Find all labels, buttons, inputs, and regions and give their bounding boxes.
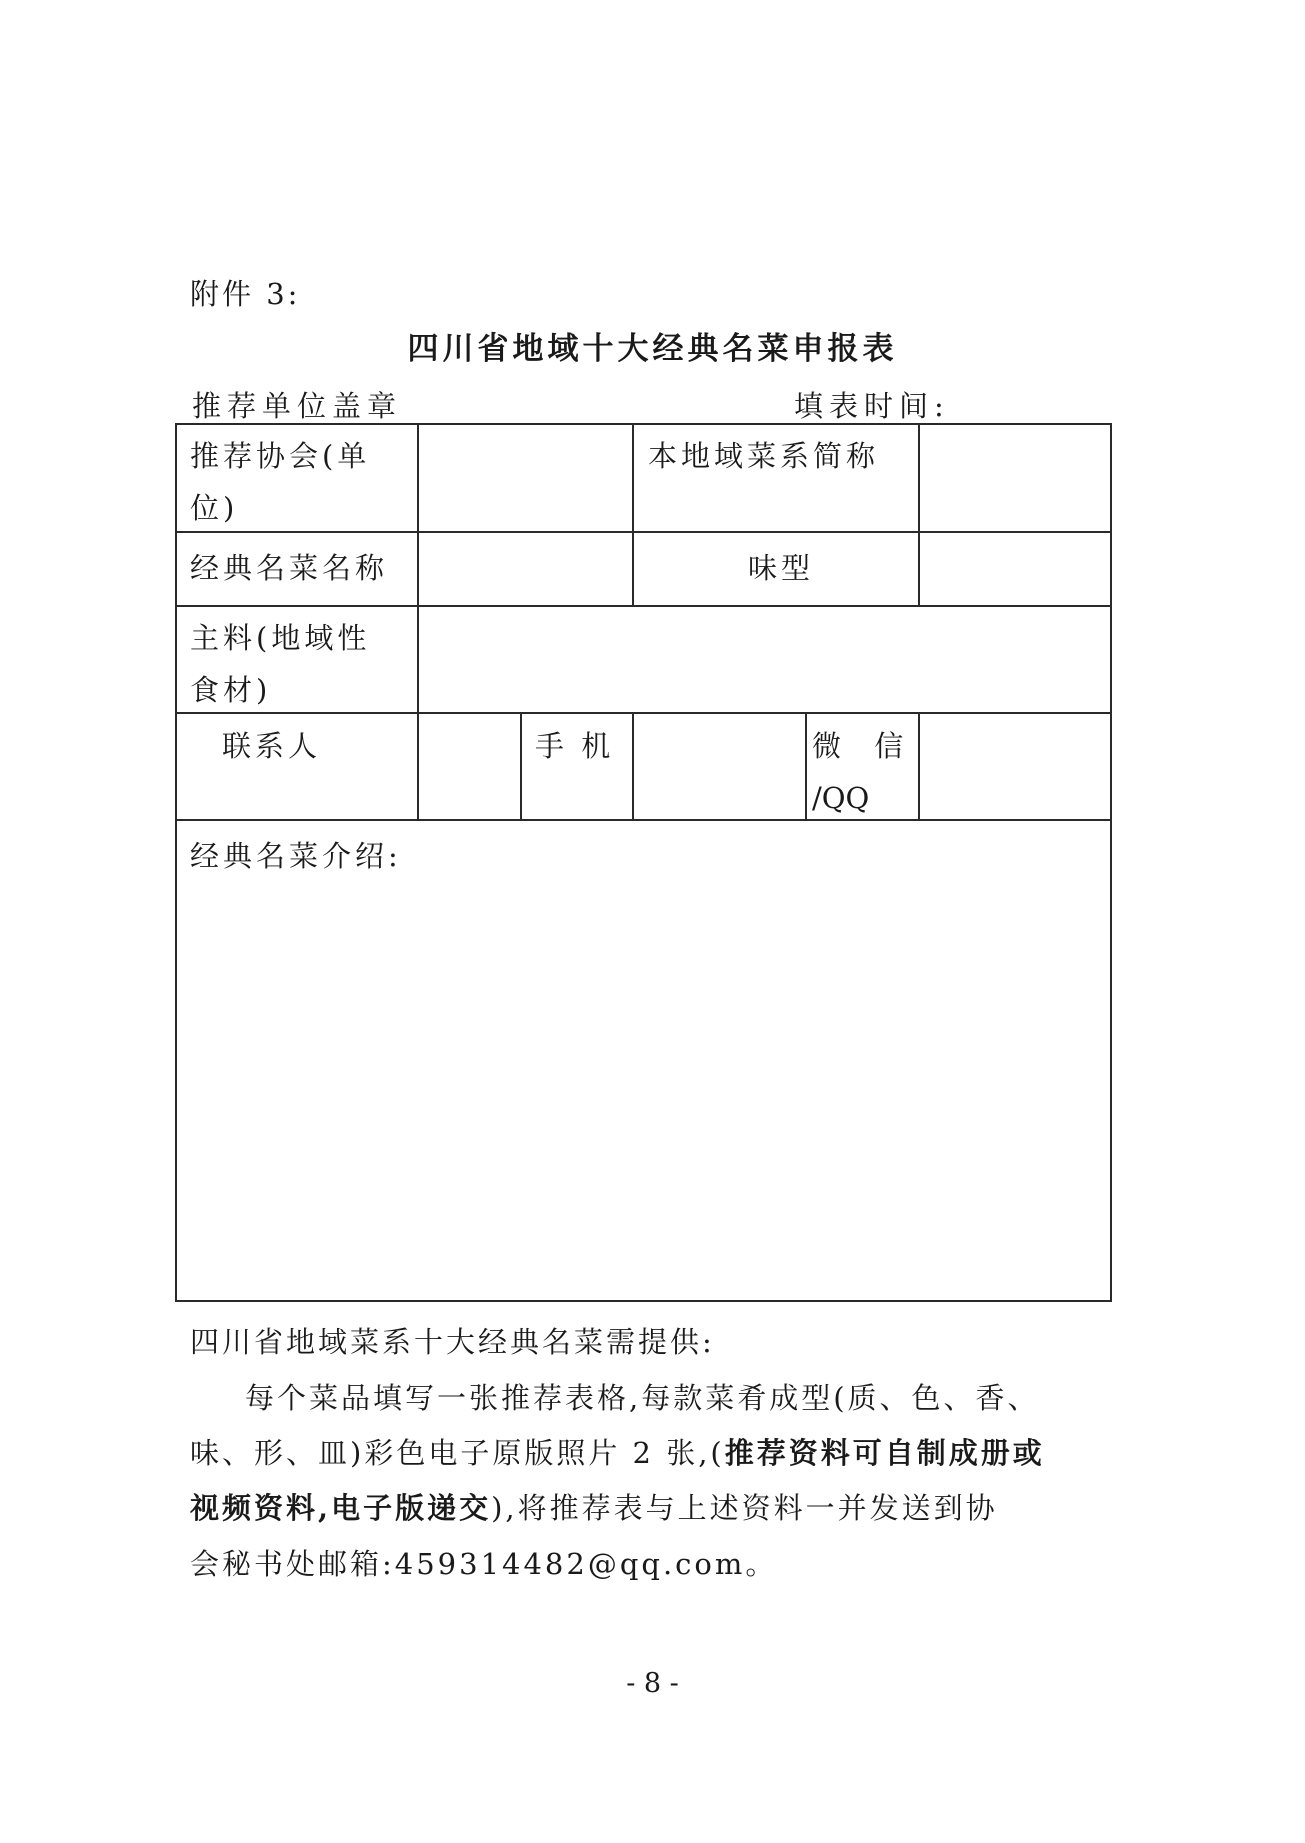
phone-field[interactable]	[633, 713, 805, 819]
cuisine-abbr-field[interactable]	[920, 424, 1110, 531]
contact-field[interactable]	[418, 713, 520, 819]
notes-line2	[190, 1431, 1045, 1472]
recommending-org-field[interactable]	[418, 424, 632, 531]
table-border-right	[1110, 423, 1112, 1302]
flavor-label: 味型	[748, 551, 815, 585]
page-number: - 8 -	[626, 1668, 679, 1699]
notes-line2-bold: 推荐资料可自制成册或	[724, 1436, 1045, 1470]
table-row-divider	[175, 819, 1112, 821]
stamp-label: 推荐单位盖章	[192, 389, 403, 423]
notes-heading: 四川省地域菜系十大经典名菜需提供:	[190, 1325, 715, 1359]
dish-intro-field[interactable]	[177, 880, 1110, 1300]
table-col-divider	[520, 712, 522, 821]
main-ingredient-field[interactable]	[418, 606, 1110, 712]
dish-name-label: 经典名菜名称	[190, 551, 389, 585]
notes-line2-text: 味、形、皿)彩色电子原版照片 2 张,(	[190, 1436, 725, 1470]
recommending-org-label-line2: 位)	[190, 491, 239, 525]
fill-date-label: 填表时间:	[794, 389, 950, 423]
recommending-org-label-line1: 推荐协会(单	[190, 439, 371, 473]
phone-label: 手 机	[535, 729, 615, 763]
wechat-qq-label-line2: /QQ	[812, 781, 870, 815]
attachment-label: 附件 3:	[190, 277, 301, 311]
notes-line1: 每个菜品填写一张推荐表格,每款菜肴成型(质、色、香、	[245, 1381, 1040, 1415]
main-ingredient-label-line2: 食材)	[190, 673, 272, 707]
dish-intro-label: 经典名菜介绍:	[190, 839, 402, 873]
notes-line3	[190, 1486, 998, 1527]
wechat-qq-label	[812, 720, 915, 824]
main-ingredient-label	[190, 612, 370, 716]
table-col-divider	[632, 423, 634, 607]
flavor-field[interactable]	[920, 532, 1110, 605]
wechat-qq-field[interactable]	[920, 713, 1110, 819]
wechat-qq-label-line1: 微 信	[812, 729, 916, 763]
cuisine-abbr-label: 本地域菜系简称	[648, 439, 880, 473]
table-border-bottom	[175, 1300, 1112, 1302]
recommending-org-label	[190, 430, 370, 534]
notes-line3-bold: 视频资料,电子版递交	[190, 1491, 492, 1525]
main-ingredient-label-line1: 主料(地域性	[190, 621, 371, 655]
dish-name-field[interactable]	[418, 532, 632, 605]
table-col-divider	[805, 712, 807, 821]
notes-line4: 会秘书处邮箱:459314482@qq.com。	[190, 1547, 778, 1581]
contact-label: 联系人	[222, 729, 322, 763]
form-title: 四川省地域十大经典名菜申报表	[407, 331, 898, 367]
notes-line3-text: ),将推荐表与上述资料一并发送到协	[491, 1491, 998, 1525]
